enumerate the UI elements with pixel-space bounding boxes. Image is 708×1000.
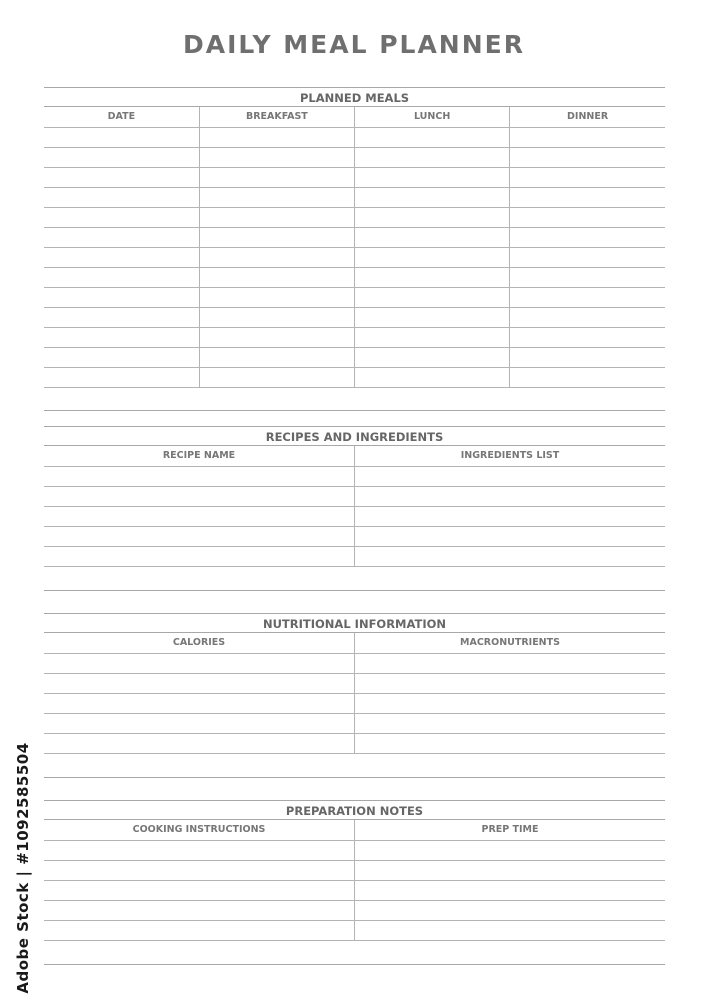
table-cell[interactable] <box>44 347 199 367</box>
table-row <box>44 733 665 753</box>
table-cell[interactable] <box>510 187 665 207</box>
table-cell[interactable] <box>44 860 355 880</box>
planned-meals-table <box>44 107 665 388</box>
watermark-id <box>12 742 34 994</box>
table-cell[interactable] <box>355 267 510 287</box>
table-cell[interactable] <box>44 713 355 733</box>
table-cell[interactable] <box>355 653 666 673</box>
recipes-section <box>44 426 665 591</box>
table-cell[interactable] <box>44 267 199 287</box>
column-header-cooking-instructions: COOKING INSTRUCTIONS <box>44 820 355 840</box>
recipes-table <box>44 446 665 567</box>
table-cell[interactable] <box>510 127 665 147</box>
table-cell[interactable] <box>44 486 355 506</box>
table-cell[interactable] <box>355 207 510 227</box>
table-row <box>44 367 665 387</box>
table-cell[interactable] <box>199 147 354 167</box>
section-divider <box>44 567 665 591</box>
table-cell[interactable] <box>355 187 510 207</box>
table-cell[interactable] <box>44 287 199 307</box>
planned-meals-section <box>44 87 665 411</box>
table-cell[interactable] <box>510 367 665 387</box>
table-row <box>44 207 665 227</box>
table-cell[interactable] <box>44 653 355 673</box>
table-cell[interactable] <box>355 860 666 880</box>
table-row <box>44 546 665 566</box>
section-heading: PLANNED MEALS <box>44 87 665 107</box>
table-cell[interactable] <box>355 733 666 753</box>
table-cell[interactable] <box>355 693 666 713</box>
table-cell[interactable] <box>355 673 666 693</box>
column-header-recipe-name: RECIPE NAME <box>44 446 355 466</box>
table-cell[interactable] <box>510 147 665 167</box>
table-cell[interactable] <box>510 227 665 247</box>
table-row <box>44 187 665 207</box>
section-divider <box>44 754 665 778</box>
table-row <box>44 147 665 167</box>
table-cell[interactable] <box>355 367 510 387</box>
column-header-ingredients-list: INGREDIENTS LIST <box>355 446 666 466</box>
table-row <box>44 506 665 526</box>
table-row <box>44 327 665 347</box>
table-cell[interactable] <box>199 187 354 207</box>
table-cell[interactable] <box>44 840 355 860</box>
table-row <box>44 287 665 307</box>
table-row <box>44 900 665 920</box>
table-cell[interactable] <box>44 147 199 167</box>
table-cell[interactable] <box>44 880 355 900</box>
table-row <box>44 526 665 546</box>
column-header-date: DATE <box>44 107 199 127</box>
table-cell[interactable] <box>44 227 199 247</box>
table-cell[interactable] <box>199 227 354 247</box>
table-cell[interactable] <box>355 327 510 347</box>
table-cell[interactable] <box>199 327 354 347</box>
table-cell[interactable] <box>44 733 355 753</box>
table-row <box>44 693 665 713</box>
table-cell[interactable] <box>510 327 665 347</box>
section-heading: NUTRITIONAL INFORMATION <box>44 613 665 633</box>
table-cell[interactable] <box>510 347 665 367</box>
column-header-macronutrients: MACRONUTRIENTS <box>355 633 666 653</box>
table-row <box>44 227 665 247</box>
table-row <box>44 486 665 506</box>
table-cell[interactable] <box>44 307 199 327</box>
section-divider <box>44 941 665 965</box>
table-cell[interactable] <box>44 187 199 207</box>
preparation-table <box>44 820 665 941</box>
table-cell[interactable] <box>510 267 665 287</box>
planned-meals-body <box>44 127 665 387</box>
table-cell[interactable] <box>510 207 665 227</box>
column-header-calories: CALORIES <box>44 633 355 653</box>
section-heading: PREPARATION NOTES <box>44 800 665 820</box>
column-header-breakfast: BREAKFAST <box>199 107 354 127</box>
recipes-body <box>44 466 665 566</box>
page-title: DAILY MEAL PLANNER <box>183 30 525 59</box>
table-cell[interactable] <box>44 900 355 920</box>
table-row <box>44 127 665 147</box>
table-cell[interactable] <box>44 506 355 526</box>
table-cell[interactable] <box>44 207 199 227</box>
table-cell[interactable] <box>510 287 665 307</box>
nutrition-table <box>44 633 665 754</box>
table-row <box>44 920 665 940</box>
table-cell[interactable] <box>44 127 199 147</box>
table-row <box>44 466 665 486</box>
table-cell[interactable] <box>355 247 510 267</box>
table-cell[interactable] <box>44 526 355 546</box>
nutrition-body <box>44 653 665 753</box>
preparation-section <box>44 800 665 965</box>
column-header-prep-time: PREP TIME <box>355 820 666 840</box>
table-cell[interactable] <box>510 247 665 267</box>
table-cell[interactable] <box>355 880 666 900</box>
table-header-row <box>44 107 665 127</box>
table-row <box>44 247 665 267</box>
table-cell[interactable] <box>44 466 355 486</box>
table-cell[interactable] <box>355 127 510 147</box>
table-cell[interactable] <box>355 227 510 247</box>
section-heading: RECIPES AND INGREDIENTS <box>44 426 665 446</box>
table-row <box>44 267 665 287</box>
table-row <box>44 653 665 673</box>
table-cell[interactable] <box>44 167 199 187</box>
table-header-row <box>44 820 665 840</box>
table-cell[interactable] <box>44 546 355 566</box>
table-cell[interactable] <box>355 840 666 860</box>
table-cell[interactable] <box>199 287 354 307</box>
table-row <box>44 307 665 327</box>
table-cell[interactable] <box>355 486 666 506</box>
table-row <box>44 167 665 187</box>
table-header-row <box>44 446 665 466</box>
table-cell[interactable] <box>355 546 666 566</box>
table-cell[interactable] <box>510 167 665 187</box>
table-cell[interactable] <box>199 127 354 147</box>
table-cell[interactable] <box>199 267 354 287</box>
table-cell[interactable] <box>355 526 666 546</box>
table-cell[interactable] <box>199 307 354 327</box>
table-cell[interactable] <box>44 693 355 713</box>
table-cell[interactable] <box>44 920 355 940</box>
column-header-dinner: DINNER <box>510 107 665 127</box>
table-row <box>44 840 665 860</box>
table-cell[interactable] <box>355 900 666 920</box>
table-cell[interactable] <box>355 167 510 187</box>
table-header-row <box>44 633 665 653</box>
table-cell[interactable] <box>355 466 666 486</box>
table-cell[interactable] <box>510 307 665 327</box>
table-cell[interactable] <box>355 307 510 327</box>
table-cell[interactable] <box>355 147 510 167</box>
table-cell[interactable] <box>355 713 666 733</box>
table-cell[interactable] <box>199 207 354 227</box>
table-cell[interactable] <box>44 327 199 347</box>
table-cell[interactable] <box>355 506 666 526</box>
table-row <box>44 347 665 367</box>
table-cell[interactable] <box>199 167 354 187</box>
table-cell[interactable] <box>355 287 510 307</box>
section-divider <box>44 388 665 411</box>
table-row <box>44 713 665 733</box>
table-cell[interactable] <box>44 367 199 387</box>
table-row <box>44 880 665 900</box>
table-cell[interactable] <box>44 247 199 267</box>
preparation-body <box>44 840 665 940</box>
table-cell[interactable] <box>355 920 666 940</box>
column-header-lunch: LUNCH <box>355 107 510 127</box>
table-cell[interactable] <box>44 673 355 693</box>
table-cell[interactable] <box>355 347 510 367</box>
table-row <box>44 673 665 693</box>
watermark-id-text: Adobe Stock | #1092585504 <box>14 742 32 994</box>
table-cell[interactable] <box>199 247 354 267</box>
table-cell[interactable] <box>199 367 354 387</box>
table-row <box>44 860 665 880</box>
table-cell[interactable] <box>199 347 354 367</box>
nutrition-section <box>44 613 665 778</box>
